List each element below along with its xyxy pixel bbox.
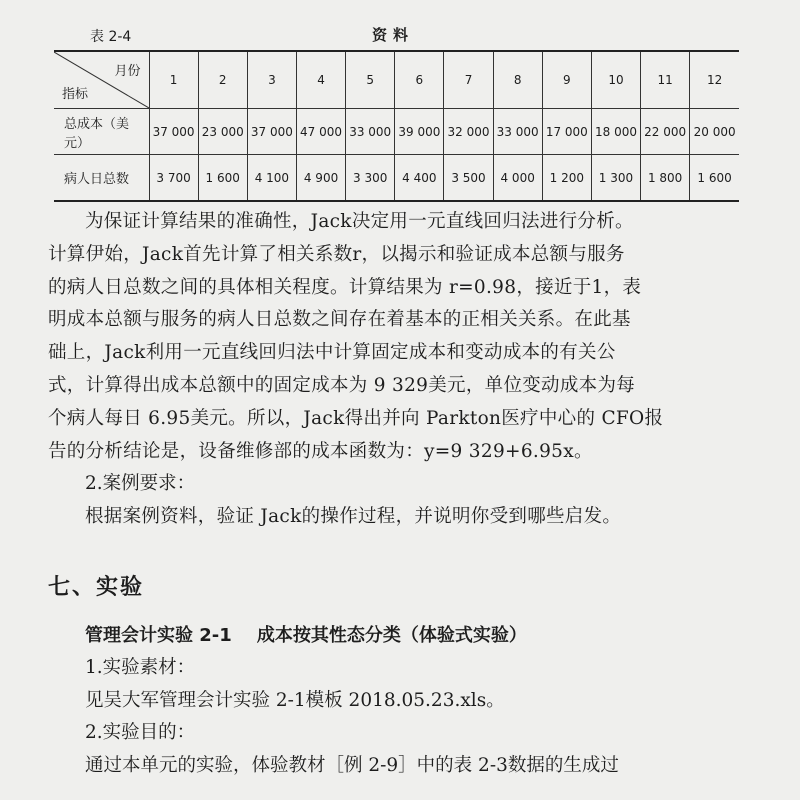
material-heading: 1.实验素材： [85,657,196,678]
table-cell: 37 000 [149,109,198,155]
table-caption: 表 2-4 [90,29,132,45]
header-month-label: 月份 [114,64,141,79]
month-header: 10 [591,51,640,109]
paragraph-line: 式，计算得出成本总额中的固定成本为 9 329美元，单位变动成本为每 [48,374,636,396]
purpose-text: 通过本单元的实验，体验教材［例 2-9］中的表 2-3数据的生成过 [85,754,619,776]
table-cell: 1 800 [641,155,690,202]
purpose-heading: 2.实验目的： [85,722,196,743]
paragraph-line: 告的分析结论是，设备维修部的成本函数为：y=9 329+6.95x。 [48,440,593,462]
paragraph-line: 的病人日总数之间的具体相关程度。计算结果为 r=0.98，接近于1，表 [48,276,642,298]
month-header: 7 [444,51,493,109]
month-header: 2 [198,51,247,109]
case-requirement-heading: 2.案例要求： [85,473,196,495]
table-cell: 1 300 [591,155,640,202]
table-cell: 1 600 [198,155,247,202]
table-title: 资料 [372,26,415,44]
table-cell: 33 000 [493,109,542,155]
table-cell: 33 000 [346,109,395,155]
table-cell: 3 300 [346,155,395,202]
header-indicator-label: 指标 [62,87,89,102]
table-row-total-cost [54,109,739,155]
table-header-row [90,18,750,46]
paragraph-line: 础上，Jack利用一元直线回归法中计算固定成本和变动成本的有关公 [48,342,616,364]
table-cell: 1 600 [690,155,739,202]
table-cell: 20 000 [690,109,739,155]
month-header: 11 [641,51,690,109]
paragraph-line: 计算伊始，Jack首先计算了相关系数r，以揭示和验证成本总额与服务 [48,243,625,265]
month-header: 12 [690,51,739,109]
table-row-patient-days [54,155,739,202]
table-cell: 23 000 [198,109,247,155]
table-cell: 3 500 [444,155,493,202]
month-header: 6 [395,51,444,109]
table-cell: 1 200 [542,155,591,202]
table-cell: 39 000 [395,109,444,155]
experiment-section [48,620,768,782]
month-header: 4 [296,51,345,109]
table-cell: 47 000 [296,109,345,155]
month-header: 5 [346,51,395,109]
paragraph-line: 个病人每日 6.95美元。所以，Jack得出并向 Parkton医疗中心的 CFO报 [48,407,664,429]
data-table-wrapper [54,50,739,200]
month-header: 1 [149,51,198,109]
month-header: 3 [247,51,296,109]
table-cell: 3 700 [149,155,198,202]
paragraph-line: 明成本总额与服务的病人日总数之间存在着基本的正相关关系。在此基 [48,309,631,331]
data-table [54,50,739,202]
table-cell: 18 000 [591,109,640,155]
month-header: 9 [542,51,591,109]
row-label: 病人日总数 [54,155,149,202]
table-cell: 22 000 [641,109,690,155]
experiment-heading: 管理会计实验 2-1 成本按其性态分类（体验式实验） [85,625,527,646]
diagonal-header-cell [54,51,149,109]
body-text [48,206,768,534]
month-header: 8 [493,51,542,109]
table-cell: 37 000 [247,109,296,155]
section-title: 七、实验 [48,575,145,600]
table-cell: 4 400 [395,155,444,202]
case-requirement-text: 根据案例资料，验证 Jack的操作过程，并说明你受到哪些启发。 [85,506,622,528]
table-cell: 17 000 [542,109,591,155]
table-cell: 4 100 [247,155,296,202]
table-cell: 32 000 [444,109,493,155]
row-label: 总成本（美元） [54,109,149,155]
table-header [54,51,739,109]
table-cell: 4 900 [296,155,345,202]
paragraph-line: 为保证计算结果的准确性，Jack决定用一元直线回归法进行分析。 [85,211,634,232]
table-cell: 4 000 [493,155,542,202]
material-text: 见吴大军管理会计实验 2-1模板 2018.05.23.xls。 [85,689,505,711]
